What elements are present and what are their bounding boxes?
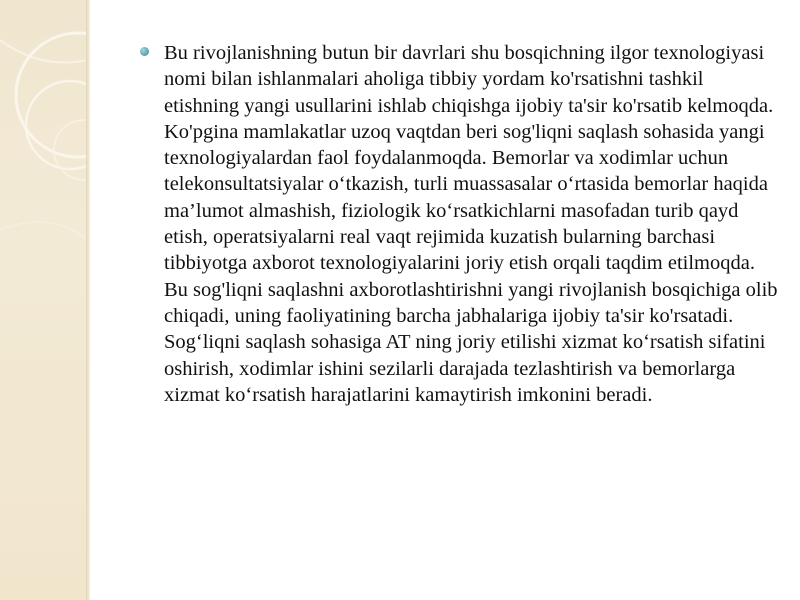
- bullet-item: [140, 40, 780, 408]
- side-band-edge: [86, 0, 90, 600]
- bullet-dot-icon: [140, 47, 149, 56]
- slide-content: [140, 40, 780, 408]
- decorative-swirl-icon: [0, 0, 88, 600]
- decorative-side-band: [0, 0, 88, 600]
- body-paragraph: Bu rivojlanishning butun bir davrlari shu bosqichning ilgor texnologiyasi nomi bilan ishlanmalari aholiga tibbiy yordam ko'rsatishni tashkil etishning yangi usullarini ishlab chiqishga ijobiy ta'sir ko'rsatib kelmoqda. Ko'pgina mamlakatlar uzoq vaqtdan beri sog'liqni saqlash sohasida yangi texnologiyalardan faol foydalanmoqda. Bemorlar va xodimlar uchun telekonsultatsiyalar o‘tkazish, turli muassasalar o‘rtasida bemorlar haqida ma’lumot almashish, fiziologik ko‘rsatkichlarni masofadan turib qayd etish, operatsiyalarni real vaqt rejimida kuzatish bularning barchasi tibbiyotga axborot texnologiyalarini joriy etish orqali taqdim etilmoqda. Bu sog'liqni saqlashni axborotlashtirishni yangi rivojlanish bosqichiga olib chiqadi, uning faoliyatining barcha jabhalariga ijobiy ta'sir ko'rsatadi. Sog‘liqni saqlash sohasiga AT ning joriy etilishi xizmat ko‘rsatish sifatini oshirish, xodimlar ishini sezilarli darajada tezlashtirish va bemorlarga xizmat ko‘rsatish harajatlarini kamaytirish imkonini beradi.: [164, 42, 778, 406]
